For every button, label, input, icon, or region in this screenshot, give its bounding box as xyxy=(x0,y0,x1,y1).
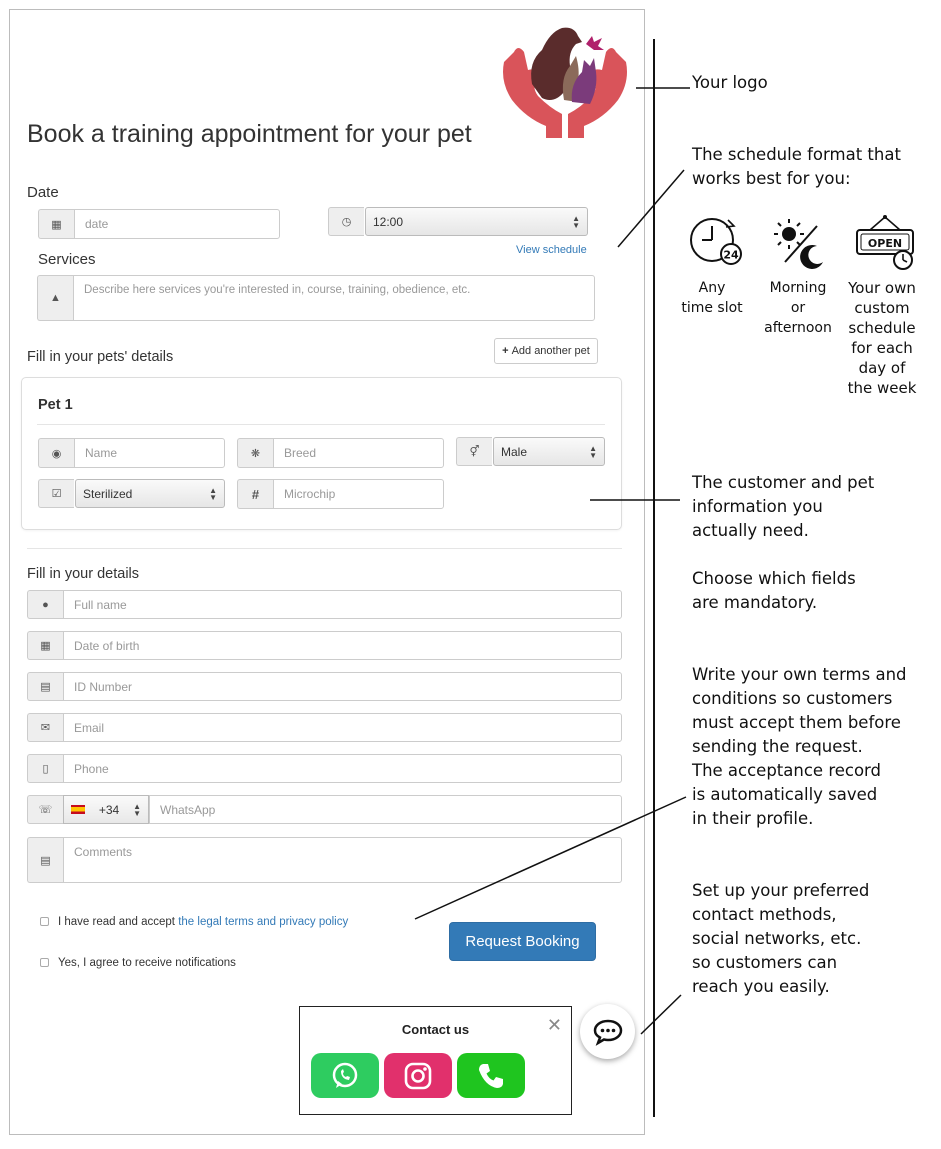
clock-icon: ◷ xyxy=(328,207,364,236)
icon-label-line: custom xyxy=(854,299,910,317)
services-textarea[interactable]: Describe here services you're interested in, course, training, obedience, etc. xyxy=(73,275,595,321)
select-arrows-icon: ▲ ▼ xyxy=(589,443,597,460)
annotation-line xyxy=(692,543,874,567)
annotation-logo: Your logo xyxy=(692,73,768,92)
pet-microchip-input[interactable]: Microchip xyxy=(273,479,444,509)
dob-input[interactable]: Date of birth xyxy=(63,631,622,660)
icon-label-line: or xyxy=(790,300,806,316)
annotation-contact xyxy=(692,879,869,999)
pet-title: Pet 1 xyxy=(38,397,73,413)
details-section-label: Fill in your details xyxy=(27,566,140,582)
schedule-option-custom xyxy=(842,278,922,398)
whatsapp-icon: ☏ xyxy=(27,795,63,824)
paw-icon: ❋ xyxy=(237,438,273,468)
annotation-line: The schedule format that xyxy=(692,145,901,164)
icon-label-line: Your own xyxy=(848,279,916,297)
annotation-line: works best for you: xyxy=(692,169,851,188)
mobile-phone-icon: ▯ xyxy=(27,754,63,783)
icon-label-line: Any xyxy=(698,280,726,296)
annotation-line: actually need. xyxy=(692,521,809,540)
select-arrows-icon: ▲ ▼ xyxy=(209,485,217,502)
document-icon: ▤ xyxy=(27,837,63,883)
plus-icon: + xyxy=(502,345,509,357)
sex-value: Male xyxy=(501,444,528,459)
contact-title: Contact us xyxy=(401,1022,470,1037)
close-icon[interactable]: ✕ xyxy=(546,1015,562,1035)
checkbox-square-icon: ☑ xyxy=(38,479,74,508)
icon-label-line: Morning xyxy=(769,280,827,296)
pet-name-input[interactable]: Name xyxy=(74,438,225,468)
annotation-line: is automatically saved xyxy=(692,785,878,804)
annotation-line: in their profile. xyxy=(692,809,814,828)
annotation-schedule xyxy=(692,143,901,191)
annotation-line: reach you easily. xyxy=(692,977,830,996)
annotation-line: conditions so customers xyxy=(692,689,893,708)
date-input[interactable]: date xyxy=(74,209,280,239)
icon-label-line: for each xyxy=(851,339,913,357)
icon-label-line: day of xyxy=(858,359,906,377)
services-section-label: Services xyxy=(38,251,96,268)
icon-label-line: afternoon xyxy=(764,320,832,336)
annotation-line: The acceptance record xyxy=(692,761,882,780)
clock-24-icon xyxy=(688,214,744,270)
clock-24-text: 24 xyxy=(723,248,739,262)
terms-link[interactable]: the legal terms and privacy policy xyxy=(178,916,349,928)
request-booking-button[interactable]: Request Booking xyxy=(449,922,596,961)
notifications-label: Yes, I agree to receive notifications xyxy=(58,957,236,969)
calendar-icon: ▦ xyxy=(27,631,63,660)
envelope-icon: ✉ xyxy=(27,713,63,742)
hash-icon: # xyxy=(237,479,273,509)
annotation-line: must accept them before xyxy=(692,713,901,732)
graduation-cap-icon: ▲ xyxy=(37,275,73,321)
pets-section-label: Fill in your pets' details xyxy=(27,349,174,365)
icon-label-line: the week xyxy=(847,379,917,397)
schedule-option-any xyxy=(677,278,747,318)
annotation-line: are mandatory. xyxy=(692,593,818,612)
sterilized-value: Sterilized xyxy=(83,486,133,501)
annotation-terms xyxy=(692,663,907,831)
annotation-line: contact methods, xyxy=(692,905,837,924)
fullname-input[interactable]: Full name xyxy=(63,590,622,619)
terms-prefix: I have read and accept xyxy=(58,916,179,928)
country-code-value: +34 xyxy=(98,802,120,817)
annotation-line: sending the request. xyxy=(692,737,863,756)
schedule-option-morning xyxy=(760,278,836,338)
email-input[interactable]: Email xyxy=(63,713,622,742)
select-arrows-icon: ▲ ▼ xyxy=(133,801,141,818)
annotation-line: The customer and pet xyxy=(692,473,875,492)
pet-breed-input[interactable]: Breed xyxy=(273,438,444,468)
open-sign-icon xyxy=(854,214,916,272)
gender-icon: ⚥ xyxy=(456,437,492,466)
date-section-label: Date xyxy=(27,184,59,201)
annotation-line: Choose which fields xyxy=(692,569,856,588)
annotation-customer-info xyxy=(692,471,874,615)
page-title: Book a training appointment for your pet xyxy=(27,120,472,148)
calendar-icon: ▦ xyxy=(38,209,74,239)
annotation-line: Set up your preferred xyxy=(692,881,870,900)
id-card-icon: ▤ xyxy=(27,672,63,701)
icon-label-line: time slot xyxy=(681,300,743,316)
annotation-line: Write your own terms and xyxy=(692,665,907,684)
cat-icon: ◉ xyxy=(38,438,74,468)
comments-textarea[interactable]: Comments xyxy=(63,837,622,883)
icon-label-line: schedule xyxy=(848,319,916,337)
time-value: 12:00 xyxy=(373,214,404,229)
id-number-input[interactable]: ID Number xyxy=(63,672,622,701)
open-sign-text: OPEN xyxy=(867,237,903,250)
view-schedule-link[interactable]: View schedule xyxy=(516,244,587,256)
annotation-line: information you xyxy=(692,497,823,516)
user-icon: ● xyxy=(27,590,63,619)
select-arrows-icon: ▲ ▼ xyxy=(572,213,580,230)
whatsapp-input[interactable]: WhatsApp xyxy=(149,795,622,824)
annotation-line: social networks, etc. xyxy=(692,929,862,948)
annotation-line: so customers can xyxy=(692,953,838,972)
sun-moon-icon xyxy=(771,216,827,272)
phone-input[interactable]: Phone xyxy=(63,754,622,783)
add-pet-label: Add another pet xyxy=(511,345,590,357)
